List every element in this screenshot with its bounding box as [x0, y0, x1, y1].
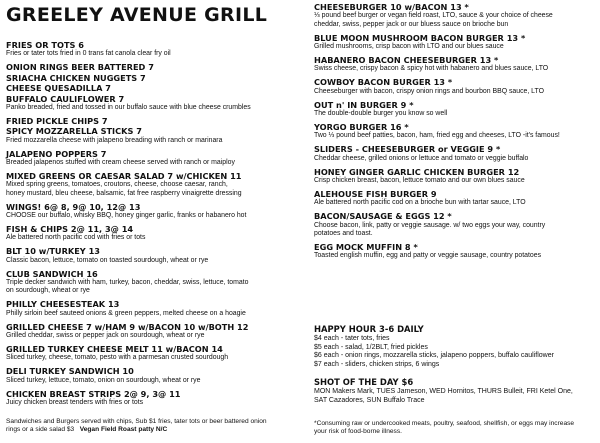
- menu-item-description: Classic bacon, lettuce, tomato on toasted sourdough, wheat or rye: [6, 256, 209, 264]
- menu-item-name: PHILLY CHEESESTEAK 13: [6, 299, 120, 310]
- menu-item-description: Cheddar cheese, grilled onions or lettuce and tomato or veggie buffalo: [314, 154, 529, 162]
- menu-item-description: Panko breaded, fried and tossed in our buffalo sauce with blue cheese crumbles: [6, 103, 251, 111]
- shot-of-day-line: SAT Cazadores, SUN Buffalo Trace: [314, 396, 425, 404]
- vegan-patty-note: Vegan Field Roast patty N/C: [79, 426, 168, 433]
- menu-item-description: Mixed spring greens, tomatoes, croutons, cheese, choose caesar, ranch,: [6, 181, 228, 189]
- menu-item-description: Toasted english muffin, egg and patty or veggie sausage, country potatoes: [314, 252, 542, 260]
- menu-item-name: DELI TURKEY SANDWICH 10: [6, 366, 134, 377]
- food-warning-note: [314, 420, 598, 436]
- warning-line: *Consuming raw or undercooked meats, poultry, seafood, shellfish, or eggs may increase: [314, 420, 575, 427]
- menu-item: [6, 94, 306, 113]
- menu-item-description: ⅓ pound beef burger or vegan field roast, LTO, sauce & your choice of cheese: [314, 12, 553, 20]
- menu-item-description: Choose bacon, link, patty or veggie sausage. w/ two eggs your way, country: [314, 221, 546, 229]
- warning-line: your risk of food-borne illness.: [314, 428, 402, 435]
- menu-item: [314, 144, 598, 163]
- menu-item-name: FISH & CHIPS 2@ 11, 3@ 14: [6, 223, 134, 234]
- menu-item-description: Fried mozzarella cheese with jalapeno breading with ranch or marinara: [6, 136, 223, 144]
- happy-hour-lines: [314, 335, 598, 369]
- menu-item-name: BUFFALO CAULIFLOWER 7: [6, 93, 125, 104]
- menu-item-description: Grilled mushrooms, crisp bacon with LTO and our blues sauce: [314, 43, 504, 51]
- footer-line-2: [6, 426, 306, 434]
- menu-item: [6, 73, 306, 83]
- shot-of-day-section: [314, 377, 598, 405]
- menu-item: [6, 116, 306, 126]
- menu-item-name: COWBOY BACON BURGER 13 *: [314, 77, 453, 88]
- menu-item: [6, 62, 306, 72]
- menu-item-name: ONION RINGS BEER BATTERED 7: [6, 62, 154, 73]
- menu-item-name: HONEY GINGER GARLIC CHICKEN BURGER 12: [314, 166, 520, 177]
- menu-item: [314, 242, 598, 261]
- menu-item-name: GRILLED TURKEY CHEESE MELT 11 w/BACON 14: [6, 343, 223, 354]
- menu-item: [314, 211, 598, 238]
- menu-item-name: YORGO BURGER 16 *: [314, 121, 409, 132]
- menu-item-description: Sliced turkey, lettuce, tomato, onion on sourdough, wheat or rye: [6, 376, 201, 384]
- menu-item: [6, 366, 306, 385]
- menu-item-name: SRIACHA CHICKEN NUGGETS 7: [6, 72, 146, 83]
- menu-item: [6, 171, 306, 198]
- menu-item: [314, 100, 598, 119]
- menu-item-description: Breaded jalapenos stuffed with cream cheese served with ranch or maiploy: [6, 158, 235, 166]
- menu-item-description: honey mustard, bleu cheese, balsamic, fat free raspberry vinaigrette dressing: [6, 189, 242, 197]
- menu-item-description: Juicy chicken breast tenders with fries or tots: [6, 398, 144, 406]
- menu-item-description: Swiss cheese, crispy bacon & spicy hot with habanero and blues sauce, LTO: [314, 65, 549, 73]
- menu-item-name: FRIES OR TOTS 6: [6, 40, 84, 50]
- shot-of-day-lines: [314, 388, 598, 405]
- menu-item: [6, 83, 306, 93]
- menu-item: [314, 55, 598, 74]
- menu-item-description: CHOOSE our buffalo, whisky BBQ, honey ginger garlic, franks or habanero hot: [6, 212, 247, 219]
- menu-item-name: CHEESE QUESADILLA 7: [6, 83, 111, 94]
- happy-hour-section: [314, 324, 598, 369]
- menu-item: [314, 189, 598, 208]
- footer-line-1: Sandwiches and Burgers served with chips, Sub $1 fries, tater tots or beer battered onion: [6, 418, 267, 425]
- menu-item-description: Crisp chicken breast, bacon, lettuce tomato and our own blues sauce: [314, 177, 525, 184]
- menu-item-name: WINGS! 6@ 8, 9@ 10, 12@ 13: [6, 201, 141, 212]
- menu-item-description: Grilled cheddar, swiss or pepper jack on sourdough, wheat or rye: [6, 331, 205, 339]
- menu-item-description: Cheeseburger with bacon, crispy onion rings and bourbon BBQ sauce, LTO: [314, 87, 544, 95]
- happy-hour-line: $5 each - salad, 1/2BLT, fried pickles: [314, 343, 428, 351]
- menu-item: [314, 167, 598, 186]
- menu-item-description: Ale battered north pacific cod on a brioche bun with tartar sauce, LTO: [314, 199, 526, 207]
- menu-item-name: FRIED PICKLE CHIPS 7: [6, 115, 108, 126]
- menu-item-description: cheddar, swiss, pepper jack or our bluess sauce on brioche bun: [314, 20, 509, 28]
- happy-hour-line: $6 each - onion rings, mozzarella sticks, jalapeno poppers, buffalo cauliflower: [314, 352, 554, 359]
- happy-hour-line: $4 each - tater tots, fries: [314, 335, 390, 342]
- footer-line-2-text: rings or a side salad $3: [6, 426, 75, 433]
- menu-item-name: JALAPENO POPPERS 7: [6, 148, 107, 159]
- menu-item: [314, 77, 598, 96]
- menu-item-name: BACON/SAUSAGE & EGGS 12 *: [314, 211, 452, 222]
- menu-item-name: BLUE MOON MUSHROOM BACON BURGER 13 *: [314, 32, 526, 43]
- menu-item: [6, 149, 306, 168]
- menu-item-name: CLUB SANDWICH 16: [6, 268, 98, 279]
- happy-hour-line: $7 each - sliders, chicken strips, 6 wings: [314, 360, 440, 368]
- menu-item-name: MIXED GREENS OR CAESAR SALAD 7 w/CHICKEN 11: [6, 170, 242, 181]
- menu-item: [6, 224, 306, 243]
- menu-item-name: GRILLED CHEESE 7 w/HAM 9 w/BACON 10 w/BOTH 12: [6, 321, 249, 332]
- menu-item: [6, 246, 306, 265]
- shot-of-day-title: SHOT OF THE DAY $6: [314, 377, 414, 387]
- menu-item-description: on sourdough, wheat or rye: [6, 287, 90, 295]
- menu-item: [6, 40, 306, 59]
- menu-item: [6, 202, 306, 221]
- sandwich-footer-note: [6, 418, 306, 434]
- menu-item: [314, 33, 598, 52]
- menu-item: [314, 122, 598, 141]
- menu-item-name: CHICKEN BREAST STRIPS 2@ 9, 3@ 11: [6, 388, 181, 399]
- menu-item-name: CHEESEBURGER 10 w/BACON 13 *: [314, 2, 469, 12]
- menu-item-name: SPICY MOZZARELLA STICKS 7: [6, 126, 142, 137]
- menu-item: [6, 322, 306, 341]
- menu-title: GREELEY AVENUE GRILL: [6, 4, 268, 26]
- menu-item: [6, 126, 306, 145]
- menu-item-description: Ale battered north pacific cod with fries or tots: [6, 234, 146, 242]
- menu-item-description: Triple decker sandwich with ham, turkey, bacon, cheddar, swiss, lettuce, tomato: [6, 278, 249, 286]
- menu-item-name: BLT 10 w/TURKEY 13: [6, 246, 100, 257]
- menu-item-name: EGG MOCK MUFFIN 8 *: [314, 241, 418, 252]
- menu-item-description: Sliced turkey, cheese, tomato, pesto with a parmesan crusted sourdough: [6, 354, 229, 362]
- menu-item-name: ALEHOUSE FISH BURGER 9: [314, 188, 437, 199]
- menu-item-description: Two ⅓ pound beef patties, bacon, ham, fried egg and cheeses, LTO -it's famous!: [314, 132, 560, 140]
- menu-item: [6, 299, 306, 318]
- menu-item-description: Fries or tater tots fried in 0 trans fat canola clear fry oil: [6, 50, 171, 58]
- right-menu-column: [314, 2, 598, 264]
- menu-item: [6, 344, 306, 363]
- left-menu-column: [6, 40, 306, 411]
- menu-item: [314, 2, 598, 29]
- menu-item-description: The double-double burger you know so well: [314, 110, 448, 118]
- menu-item-description: potatoes and toast.: [314, 230, 373, 238]
- specials-section: [314, 324, 598, 405]
- menu-item-name: SLIDERS - CHEESEBURGER or VEGGIE 9 *: [314, 144, 501, 155]
- menu-item-description: Philly sirloin beef sauteed onions & green peppers, melted cheese on a hoagie: [6, 309, 246, 317]
- happy-hour-title: HAPPY HOUR 3-6 DAILY: [314, 324, 424, 334]
- menu-item-name: OUT n' IN BURGER 9 *: [314, 99, 414, 110]
- shot-of-day-line: MON Makers Mark, TUES Jameson, WED Hornitos, THURS Bulleit, FRI Ketel One,: [314, 388, 573, 395]
- menu-item: [6, 269, 306, 296]
- menu-item-name: HABANERO BACON CHEESEBURGER 13 *: [314, 55, 499, 66]
- menu-item: [6, 389, 306, 408]
